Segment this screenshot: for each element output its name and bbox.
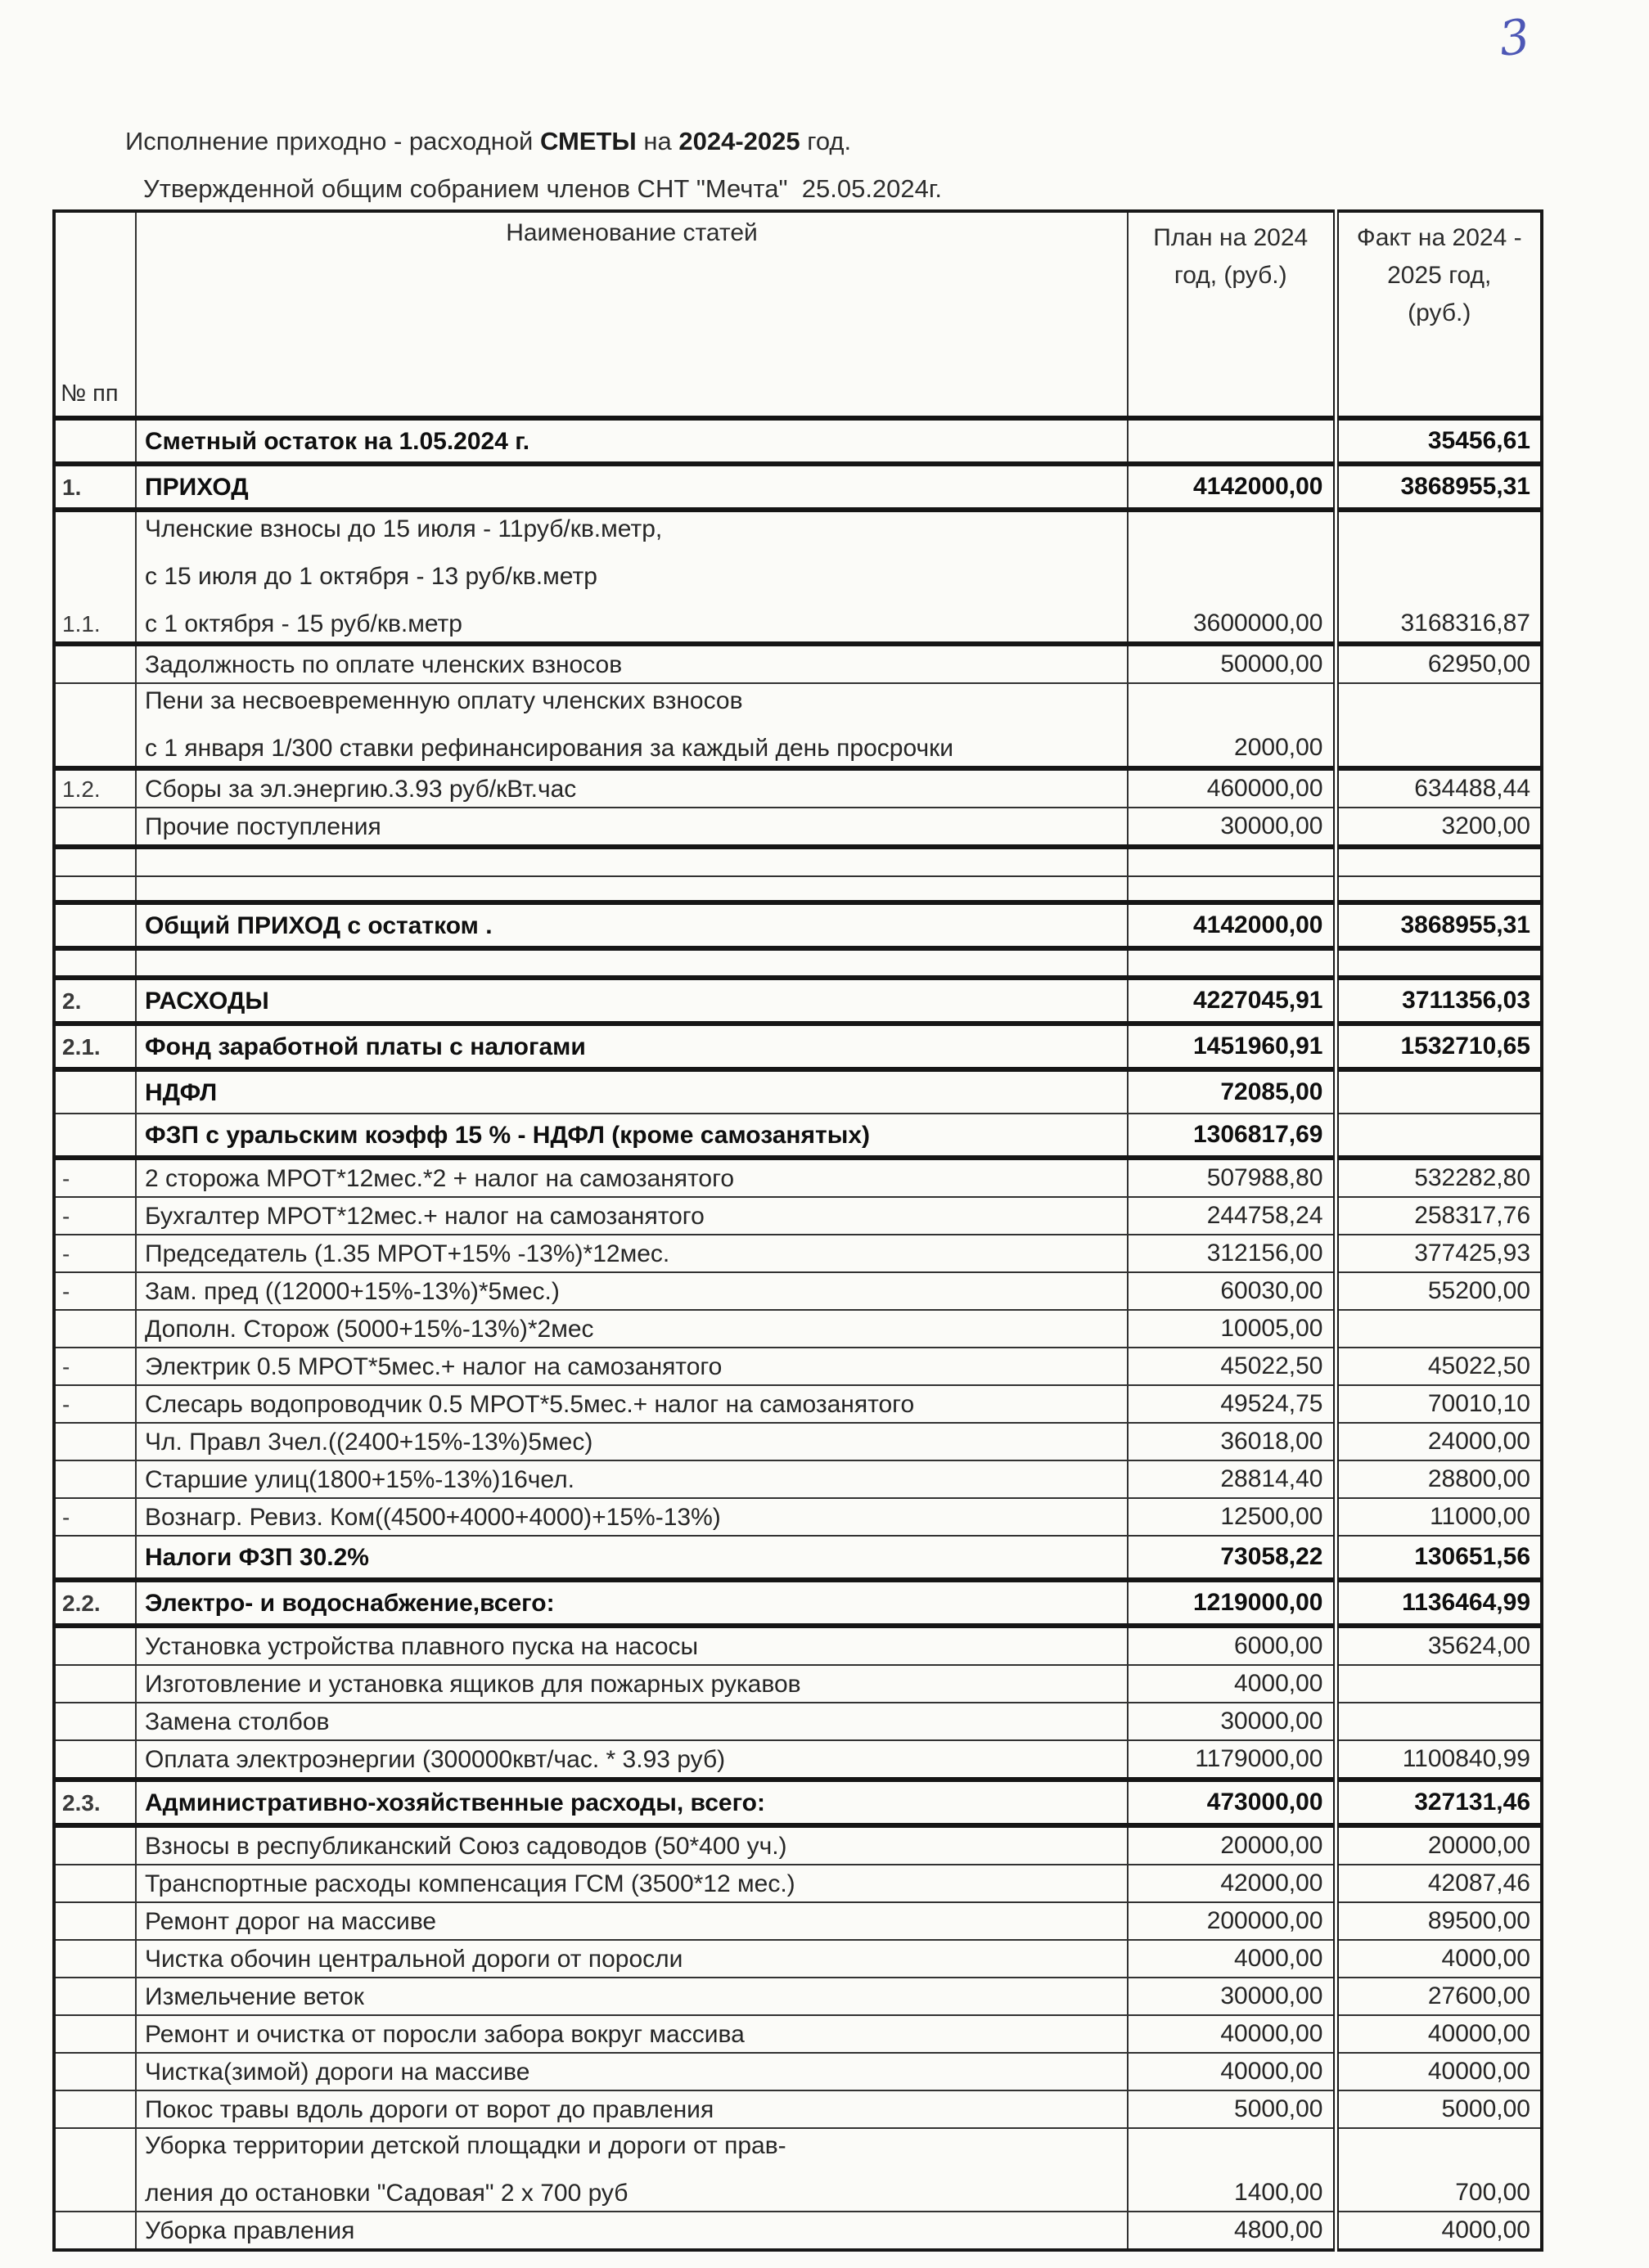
row-name-line: Председатель (1.35 МРОТ+15% -13%)*12мес. (145, 1240, 670, 1267)
row-number-cell (54, 2015, 136, 2053)
row-name-cell (136, 510, 1128, 644)
row-number-cell: - (54, 1158, 136, 1197)
row-name-line: Старшие улиц(1800+15%-13%)16чел. (145, 1466, 574, 1493)
row-name-cell (136, 1348, 1128, 1385)
table-header-row (54, 211, 1542, 418)
title-segment-bold: 2024-2025 (678, 127, 800, 155)
row-name-cell (136, 464, 1128, 510)
row-fact-cell: 62950,00 (1336, 644, 1542, 683)
row-name-cell (136, 768, 1128, 808)
row-number-cell: 2.1. (54, 1024, 136, 1069)
row-plan-cell: 460000,00 (1128, 768, 1336, 808)
row-number-cell (54, 418, 136, 464)
row-fact-cell (1336, 1665, 1542, 1703)
row-name-line: Уборка правления (145, 2217, 355, 2244)
row-fact-cell: 70010,10 (1336, 1385, 1542, 1423)
row-name-cell (136, 902, 1128, 948)
row-name-line: с 1 октября - 15 руб/кв.метр (145, 610, 462, 637)
row-fact-cell (1336, 847, 1542, 876)
table-row (54, 1665, 1542, 1703)
row-name-cell (136, 2128, 1128, 2212)
row-name-line: Замена столбов (145, 1708, 330, 1735)
row-name-line: ФЗП с уральским коэфф 15 % - НДФЛ (кроме самозанятых) (145, 1122, 871, 1149)
row-plan-cell: 40000,00 (1128, 2015, 1336, 2053)
table-row (54, 510, 1542, 644)
row-name-line: Сборы за эл.энергию.3.93 руб/кВт.час (145, 776, 577, 803)
row-number-cell (54, 808, 136, 847)
row-number-cell (54, 1536, 136, 1580)
table-row (54, 1825, 1542, 1865)
row-fact-cell (1336, 1069, 1542, 1114)
row-name-cell (136, 418, 1128, 464)
row-name-cell (136, 1069, 1128, 1114)
row-plan-cell: 42000,00 (1128, 1865, 1336, 1902)
row-name-cell (136, 1626, 1128, 1665)
row-name-line: ПРИХОД (145, 474, 249, 501)
row-name-cell (136, 1024, 1128, 1069)
row-fact-cell: 634488,44 (1336, 768, 1542, 808)
row-plan-cell: 1219000,00 (1128, 1580, 1336, 1626)
table-row (54, 978, 1542, 1024)
row-fact-cell: 327131,46 (1336, 1780, 1542, 1825)
table-row (54, 1902, 1542, 1940)
table-row (54, 1158, 1542, 1197)
row-number-cell: - (54, 1348, 136, 1385)
row-number-cell (54, 948, 136, 978)
table-row (54, 902, 1542, 948)
row-name-cell (136, 2015, 1128, 2053)
row-name-cell (136, 683, 1128, 768)
row-fact-cell: 130651,56 (1336, 1536, 1542, 1580)
table-row (54, 1348, 1542, 1385)
row-number-cell (54, 1703, 136, 1740)
row-name-cell (136, 1114, 1128, 1158)
row-number-cell (54, 1825, 136, 1865)
row-name-line: Налоги ФЗП 30.2% (145, 1544, 369, 1571)
row-name-line: с 15 июля до 1 октября - 13 руб/кв.метр (145, 563, 597, 590)
row-number-cell (54, 644, 136, 683)
row-name-cell (136, 1498, 1128, 1536)
row-name-line: Уборка территории детской площадки и дороги от прав- (145, 2132, 786, 2159)
row-number-cell: - (54, 1197, 136, 1235)
row-fact-cell: 377425,93 (1336, 1235, 1542, 1272)
table-row (54, 1024, 1542, 1069)
row-name-cell (136, 1460, 1128, 1498)
table-row (54, 1310, 1542, 1348)
row-number-cell: - (54, 1385, 136, 1423)
table-row (54, 1423, 1542, 1460)
row-plan-cell: 4000,00 (1128, 1940, 1336, 1978)
table-row (54, 1114, 1542, 1158)
table-row (54, 2128, 1542, 2212)
row-number-cell: 1.2. (54, 768, 136, 808)
row-name-line: Покос травы вдоль дороги от ворот до правления (145, 2096, 714, 2123)
row-plan-cell: 49524,75 (1128, 1385, 1336, 1423)
row-name-cell (136, 2090, 1128, 2128)
row-name-cell (136, 1978, 1128, 2015)
row-fact-cell (1336, 1114, 1542, 1158)
table-row (54, 464, 1542, 510)
budget-table-body (54, 418, 1542, 2250)
table-row (54, 2090, 1542, 2128)
row-name-cell (136, 1902, 1128, 1940)
header-fact-line: (руб.) (1408, 299, 1471, 326)
row-plan-cell: 473000,00 (1128, 1780, 1336, 1825)
row-plan-cell: 4000,00 (1128, 1665, 1336, 1703)
row-name-line: Вознагр. Ревиз. Ком((4500+4000+4000)+15%-13%) (145, 1504, 721, 1531)
title-line-1 (125, 123, 942, 160)
row-plan-cell: 73058,22 (1128, 1536, 1336, 1580)
row-name-cell (136, 1423, 1128, 1460)
header-cell-plan (1128, 211, 1336, 418)
row-name-line: Электро- и водоснабжение,всего: (145, 1590, 555, 1617)
row-name-line: Ремонт дорог на массиве (145, 1908, 437, 1935)
row-name-cell (136, 847, 1128, 876)
row-number-cell (54, 1665, 136, 1703)
row-number-cell (54, 1740, 136, 1780)
row-fact-cell: 28800,00 (1336, 1460, 1542, 1498)
row-number-cell (54, 1940, 136, 1978)
row-plan-cell: 4142000,00 (1128, 464, 1336, 510)
handwritten-page-number: 3 (1495, 8, 1533, 67)
row-plan-cell: 1179000,00 (1128, 1740, 1336, 1780)
row-fact-cell: 55200,00 (1336, 1272, 1542, 1310)
row-number-cell (54, 2053, 136, 2090)
row-fact-cell (1336, 1310, 1542, 1348)
table-row (54, 644, 1542, 683)
table-row (54, 1580, 1542, 1626)
row-name-cell (136, 1158, 1128, 1197)
row-number-cell (54, 683, 136, 768)
row-plan-cell: 507988,80 (1128, 1158, 1336, 1197)
row-fact-cell: 3868955,31 (1336, 464, 1542, 510)
row-fact-cell: 1532710,65 (1336, 1024, 1542, 1069)
row-fact-cell: 24000,00 (1336, 1423, 1542, 1460)
row-number-cell (54, 1978, 136, 2015)
table-row (54, 418, 1542, 464)
header-cell-fact (1336, 211, 1542, 418)
table-row (54, 1703, 1542, 1740)
row-plan-cell: 72085,00 (1128, 1069, 1336, 1114)
row-name-cell (136, 1580, 1128, 1626)
row-number-cell (54, 1310, 136, 1348)
row-number-cell (54, 902, 136, 948)
row-number-cell (54, 847, 136, 876)
row-fact-cell: 532282,80 (1336, 1158, 1542, 1197)
row-plan-cell: 12500,00 (1128, 1498, 1336, 1536)
row-fact-cell (1336, 1703, 1542, 1740)
row-name-line: Пени за несвоевременную оплату членских взносов (145, 687, 743, 714)
table-row (54, 1385, 1542, 1423)
row-fact-cell: 700,00 (1336, 2128, 1542, 2212)
row-number-cell (54, 1069, 136, 1114)
row-name-cell (136, 2212, 1128, 2250)
row-name-line: Электрик 0.5 МРОТ*5мес.+ налог на самозанятого (145, 1353, 723, 1380)
row-name-line: Установка устройства плавного пуска на насосы (145, 1633, 699, 1660)
row-name-cell (136, 1665, 1128, 1703)
row-number-cell (54, 1902, 136, 1940)
row-plan-cell: 2000,00 (1128, 683, 1336, 768)
row-name-line: Чл. Правл 3чел.((2400+15%-13%)5мес) (145, 1429, 593, 1456)
row-number-cell: - (54, 1235, 136, 1272)
row-plan-cell: 60030,00 (1128, 1272, 1336, 1310)
table-row (54, 2212, 1542, 2250)
row-number-cell: 1. (54, 464, 136, 510)
row-number-cell (54, 876, 136, 902)
row-number-cell (54, 1626, 136, 1665)
row-name-cell (136, 1385, 1128, 1423)
row-plan-cell: 200000,00 (1128, 1902, 1336, 1940)
document-title (125, 123, 942, 207)
row-name-cell (136, 644, 1128, 683)
row-plan-cell: 312156,00 (1128, 1235, 1336, 1272)
row-name-cell (136, 1310, 1128, 1348)
row-number-cell (54, 1114, 136, 1158)
row-number-cell (54, 1460, 136, 1498)
row-plan-cell: 40000,00 (1128, 2053, 1336, 2090)
row-fact-cell (1336, 683, 1542, 768)
row-name-cell (136, 1703, 1128, 1740)
row-number-cell: - (54, 1272, 136, 1310)
table-row (54, 1272, 1542, 1310)
row-name-cell (136, 1235, 1128, 1272)
row-fact-cell: 3711356,03 (1336, 978, 1542, 1024)
row-fact-cell: 20000,00 (1336, 1825, 1542, 1865)
row-plan-cell (1128, 876, 1336, 902)
row-plan-cell: 30000,00 (1128, 1978, 1336, 2015)
row-plan-cell: 10005,00 (1128, 1310, 1336, 1348)
table-row (54, 808, 1542, 847)
header-plan-line: План на 2024 (1153, 224, 1309, 251)
table-row (54, 876, 1542, 902)
table-row (54, 1197, 1542, 1235)
row-name-line: Бухгалтер МРОТ*12мес.+ налог на самозанятого (145, 1203, 705, 1230)
row-plan-cell (1128, 948, 1336, 978)
row-plan-cell: 4142000,00 (1128, 902, 1336, 948)
row-number-cell: - (54, 1498, 136, 1536)
row-fact-cell (1336, 948, 1542, 978)
row-fact-cell: 4000,00 (1336, 2212, 1542, 2250)
table-row (54, 768, 1542, 808)
row-name-cell (136, 876, 1128, 902)
table-row (54, 1940, 1542, 1978)
row-name-cell (136, 1940, 1128, 1978)
title-segment: на (636, 127, 679, 155)
row-number-cell (54, 2128, 136, 2212)
row-number-cell: 2. (54, 978, 136, 1024)
row-number-cell: 1.1. (54, 510, 136, 644)
row-name-cell (136, 978, 1128, 1024)
table-row (54, 1460, 1542, 1498)
row-fact-cell: 1136464,99 (1336, 1580, 1542, 1626)
row-fact-cell: 3868955,31 (1336, 902, 1542, 948)
header-cell-name: Наименование статей (136, 211, 1128, 418)
row-name-line: с 1 января 1/300 ставки рефинансирования за каждый день просрочки (145, 735, 954, 762)
row-number-cell: 2.3. (54, 1780, 136, 1825)
row-name-line: Административно-хозяйственные расходы, всего: (145, 1789, 765, 1816)
header-plan-line: год, (руб.) (1174, 262, 1287, 289)
row-fact-cell: 89500,00 (1336, 1902, 1542, 1940)
row-name-line: Сметный остаток на 1.05.2024 г. (145, 428, 530, 455)
row-plan-cell: 5000,00 (1128, 2090, 1336, 2128)
row-plan-cell: 20000,00 (1128, 1825, 1336, 1865)
row-name-line: Чистка(зимой) дороги на массиве (145, 2059, 530, 2086)
row-plan-cell: 6000,00 (1128, 1626, 1336, 1665)
row-name-cell (136, 1272, 1128, 1310)
row-name-cell (136, 2053, 1128, 2090)
header-fact-line: Факт на 2024 - (1356, 224, 1522, 251)
row-name-line: Дополн. Сторож (5000+15%-13%)*2мес (145, 1316, 594, 1343)
table-row (54, 683, 1542, 768)
row-plan-cell: 4800,00 (1128, 2212, 1336, 2250)
row-name-cell (136, 1780, 1128, 1825)
row-fact-cell: 4000,00 (1336, 1940, 1542, 1978)
row-number-cell (54, 1865, 136, 1902)
title-segment: Исполнение приходно - расходной (125, 127, 540, 155)
row-name-line: Чистка обочин центральной дороги от поросли (145, 1946, 683, 1973)
row-name-line: Прочие поступления (145, 813, 381, 840)
row-plan-cell: 30000,00 (1128, 1703, 1336, 1740)
header-cell-number: № пп (54, 211, 136, 418)
row-name-line: Фонд заработной платы с налогами (145, 1033, 586, 1060)
row-name-line: Ремонт и очистка от поросли забора вокруг массива (145, 2021, 745, 2048)
row-fact-cell: 3200,00 (1336, 808, 1542, 847)
row-plan-cell: 3600000,00 (1128, 510, 1336, 644)
row-fact-cell (1336, 876, 1542, 902)
row-fact-cell: 3168316,87 (1336, 510, 1542, 644)
table-row (54, 1978, 1542, 2015)
row-fact-cell: 42087,46 (1336, 1865, 1542, 1902)
table-row (54, 1780, 1542, 1825)
header-fact-line: 2025 год, (1387, 262, 1492, 289)
table-row (54, 1069, 1542, 1114)
row-plan-cell: 1451960,91 (1128, 1024, 1336, 1069)
row-name-cell (136, 1825, 1128, 1865)
row-name-line: Взносы в республиканский Союз садоводов (50*400 уч.) (145, 1833, 787, 1860)
row-fact-cell: 11000,00 (1336, 1498, 1542, 1536)
table-row (54, 1865, 1542, 1902)
title-segment: год. (800, 127, 852, 155)
table-row (54, 847, 1542, 876)
row-name-cell (136, 1865, 1128, 1902)
row-name-line: Членские взносы до 15 июля - 11руб/кв.метр, (145, 515, 663, 542)
table-row (54, 2015, 1542, 2053)
row-plan-cell: 36018,00 (1128, 1423, 1336, 1460)
row-number-cell (54, 2090, 136, 2128)
table-row (54, 948, 1542, 978)
row-name-cell (136, 1536, 1128, 1580)
row-fact-cell: 45022,50 (1336, 1348, 1542, 1385)
row-fact-cell: 258317,76 (1336, 1197, 1542, 1235)
row-fact-cell: 35456,61 (1336, 418, 1542, 464)
table-row (54, 1740, 1542, 1780)
row-name-line: Измельчение веток (145, 1983, 364, 2010)
row-name-line: Транспортные расходы компенсация ГСМ (3500*12 мес.) (145, 1870, 795, 1897)
row-name-line: Общий ПРИХОД с остатком . (145, 912, 493, 939)
row-fact-cell: 40000,00 (1336, 2015, 1542, 2053)
row-plan-cell: 50000,00 (1128, 644, 1336, 683)
row-number-cell: 2.2. (54, 1580, 136, 1626)
row-plan-cell: 1400,00 (1128, 2128, 1336, 2212)
row-name-cell (136, 948, 1128, 978)
table-row (54, 1536, 1542, 1580)
row-name-line: 2 сторожа МРОТ*12мес.*2 + налог на самозанятого (145, 1165, 735, 1192)
budget-table (52, 209, 1543, 2252)
row-name-line: Изготовление и установка ящиков для пожарных рукавов (145, 1671, 801, 1698)
row-name-cell (136, 808, 1128, 847)
row-name-line: Зам. пред ((12000+15%-13%)*5мес.) (145, 1278, 560, 1305)
row-name-line: ления до остановки "Садовая" 2 х 700 руб (145, 2180, 629, 2207)
table-row (54, 1235, 1542, 1272)
row-plan-cell: 28814,40 (1128, 1460, 1336, 1498)
row-plan-cell: 1306817,69 (1128, 1114, 1336, 1158)
row-name-line: Слесарь водопроводчик 0.5 МРОТ*5.5мес.+ налог на самозанятого (145, 1391, 915, 1418)
table-row (54, 1498, 1542, 1536)
title-segment-bold: СМЕТЫ (540, 127, 637, 155)
row-fact-cell: 35624,00 (1336, 1626, 1542, 1665)
table-row (54, 2053, 1542, 2090)
title-line-2: Утвержденной общим собранием членов СНТ "Мечта" 25.05.2024г. (143, 174, 943, 203)
row-name-line: Оплата электроэнергии (300000квт/час. * 3.93 руб) (145, 1746, 726, 1773)
row-name-line: НДФЛ (145, 1079, 218, 1106)
row-name-line: РАСХОДЫ (145, 988, 269, 1015)
row-plan-cell: 30000,00 (1128, 808, 1336, 847)
row-name-line: Задолжность по оплате членских взносов (145, 651, 623, 678)
row-plan-cell (1128, 847, 1336, 876)
row-fact-cell: 1100840,99 (1336, 1740, 1542, 1780)
row-name-cell (136, 1197, 1128, 1235)
row-fact-cell: 5000,00 (1336, 2090, 1542, 2128)
row-fact-cell: 40000,00 (1336, 2053, 1542, 2090)
row-fact-cell: 27600,00 (1336, 1978, 1542, 2015)
table-row (54, 1626, 1542, 1665)
row-plan-cell: 244758,24 (1128, 1197, 1336, 1235)
row-number-cell (54, 1423, 136, 1460)
row-plan-cell: 45022,50 (1128, 1348, 1336, 1385)
row-name-cell (136, 1740, 1128, 1780)
row-plan-cell: 4227045,91 (1128, 978, 1336, 1024)
row-plan-cell (1128, 418, 1336, 464)
row-number-cell (54, 2212, 136, 2250)
